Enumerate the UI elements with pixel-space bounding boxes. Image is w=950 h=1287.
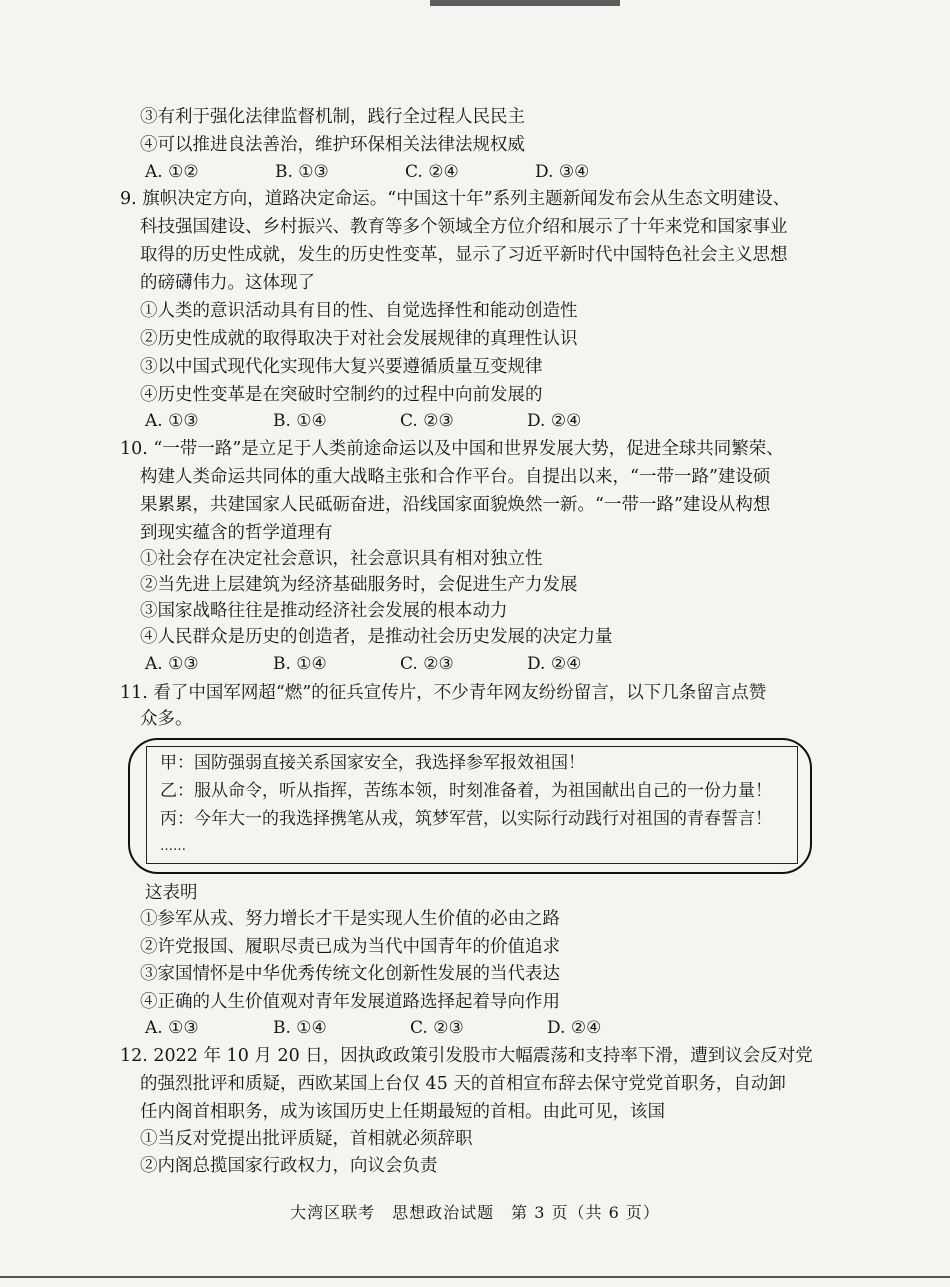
q9-choice-c: C. ②③ — [400, 411, 454, 431]
q8-choice-c: C. ②④ — [405, 162, 459, 182]
q11-option-3: ③家国情怀是中华优秀传统文化创新性发展的当代表达 — [140, 964, 560, 984]
q11-choice-c: C. ②③ — [410, 1018, 464, 1038]
q10-choice-c: C. ②③ — [400, 654, 454, 674]
bottom-edge-line — [0, 1276, 950, 1278]
q10-choice-b: B. ①④ — [273, 654, 327, 674]
q9-choice-a: A. ①③ — [145, 411, 199, 431]
q8-choice-d: D. ③④ — [535, 162, 590, 182]
q8-choice-b: B. ①③ — [275, 162, 329, 182]
q10-option-2: ②当先进上层建筑为经济基础服务时，会促进生产力发展 — [140, 575, 578, 595]
q9-option-3: ③以中国式现代化实现伟大复兴要遵循质量互变规律 — [140, 357, 543, 377]
q11-choice-b: B. ①④ — [273, 1018, 327, 1038]
q11-choice-a: A. ①③ — [145, 1018, 199, 1038]
q10-stem-line: 果累累，共建国家人民砥砺奋进，沿线国家面貌焕然一新。“一带一路”建设从构想 — [140, 495, 771, 515]
q11-choice-d: D. ②④ — [547, 1018, 602, 1038]
q8-option-3: ③有利于强化法律监督机制，践行全过程人民民主 — [140, 107, 525, 127]
top-edge-mark — [430, 0, 620, 6]
q11-stem-line: 众多。 — [140, 709, 193, 729]
q12-stem-line: 的强烈批评和质疑，西欧某国上台仅 45 天的首相宣布辞去保守党党首职务，自动卸 — [140, 1074, 786, 1094]
q9-stem-line: 取得的历史性成就，发生的历史性变革，显示了习近平新时代中国特色社会主义思想 — [140, 245, 788, 265]
q10-stem-line: 10. “一带一路”是立足于人类前途命运以及中国和世界发展大势，促进全球共同繁荣、 — [120, 439, 784, 459]
q9-choice-b: B. ①④ — [273, 411, 327, 431]
quote-ellipsis: …… — [160, 839, 186, 854]
quote-yi: 乙：服从命令，听从指挥，苦练本领，时刻准备着，为祖国献出自己的一份力量！ — [160, 781, 772, 801]
q9-stem-line: 9. 旗帜决定方向，道路决定命运。“中国这十年”系列主题新闻发布会从生态文明建设、 — [120, 189, 791, 209]
q12-option-2: ②内阁总揽国家行政权力，向议会负责 — [140, 1156, 438, 1176]
q9-option-1: ①人类的意识活动具有目的性、自觉选择性和能动创造性 — [140, 301, 578, 321]
q10-choice-d: D. ②④ — [527, 654, 582, 674]
q9-stem-line: 科技强国建设、乡村振兴、教育等多个领域全方位介绍和展示了十年来党和国家事业 — [140, 217, 788, 237]
q10-option-1: ①社会存在决定社会意识，社会意识具有相对独立性 — [140, 549, 543, 569]
q12-stem-line: 12. 2022 年 10 月 20 日，因执政政策引发股市大幅震荡和支持率下滑，遭到议会反对党 — [120, 1046, 813, 1066]
quote-jia: 甲：国防强弱直接关系国家安全，我选择参军报效祖国！ — [160, 753, 585, 773]
q11-stem-line: 11. 看了中国军网超“燃”的征兵宣传片，不少青年网友纷纷留言，以下几条留言点赞 — [120, 683, 767, 703]
q10-option-4: ④人民群众是历史的创造者，是推动社会历史发展的决定力量 — [140, 627, 613, 647]
q8-option-4: ④可以推进良法善治，维护环保相关法律法规权威 — [140, 135, 525, 155]
q9-choice-d: D. ②④ — [527, 411, 582, 431]
page-footer: 大湾区联考 思想政治试题 第 3 页（共 6 页） — [290, 1203, 660, 1222]
q8-choice-a: A. ①② — [145, 162, 199, 182]
q11-lead: 这表明 — [145, 883, 198, 903]
q9-option-2: ②历史性成就的取得取决于对社会发展规律的真理性认识 — [140, 329, 578, 349]
q10-stem-line: 构建人类命运共同体的重大战略主张和合作平台。自提出以来，“一带一路”建设硕 — [140, 467, 771, 487]
q11-option-4: ④正确的人生价值观对青年发展道路选择起着导向作用 — [140, 992, 560, 1012]
q12-stem-line: 任内阁首相职务，成为该国历史上任期最短的首相。由此可见，该国 — [140, 1102, 665, 1122]
q9-option-4: ④历史性变革是在突破时空制约的过程中向前发展的 — [140, 385, 543, 405]
q9-stem-line: 的磅礴伟力。这体现了 — [140, 273, 315, 293]
q11-option-2: ②许党报国、履职尽责已成为当代中国青年的价值追求 — [140, 937, 560, 957]
q12-option-1: ①当反对党提出批评质疑，首相就必须辞职 — [140, 1129, 473, 1149]
quote-bing: 丙：今年大一的我选择携笔从戎，筑梦军营，以实际行动践行对祖国的青春誓言！ — [160, 809, 772, 829]
q10-option-3: ③国家战略往往是推动经济社会发展的根本动力 — [140, 601, 508, 621]
q10-choice-a: A. ①③ — [145, 654, 199, 674]
q11-option-1: ①参军从戎、努力增长才干是实现人生价值的必由之路 — [140, 909, 560, 929]
q10-stem-line: 到现实蕴含的哲学道理有 — [140, 523, 333, 543]
